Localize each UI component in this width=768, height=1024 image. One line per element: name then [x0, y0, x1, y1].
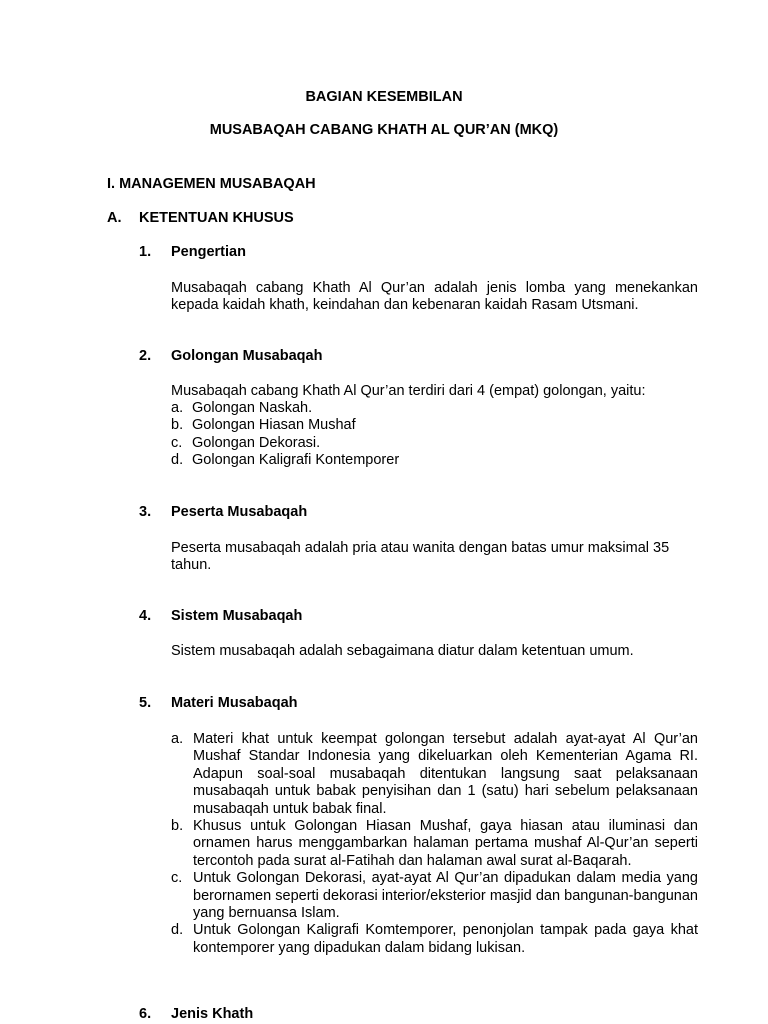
list-text: Golongan Naskah.: [192, 400, 313, 416]
list-item: [171, 452, 698, 469]
list-marker: c.: [171, 434, 183, 451]
section-1-number: 1.: [139, 244, 152, 260]
list-item: [171, 417, 698, 434]
list-marker: c.: [171, 870, 183, 887]
section-i-heading: I. MANAGEMEN MUSABAQAH: [107, 176, 316, 192]
list-item: [171, 731, 698, 818]
section-2-intro: Musabaqah cabang Khath Al Qur’an terdiri dari 4 (empat) golongan, yaitu:: [171, 383, 646, 399]
section-4-number: 4.: [139, 608, 152, 624]
list-item: [171, 435, 698, 452]
section-a-marker: A.: [107, 210, 122, 226]
document-title: BAGIAN KESEMBILAN: [305, 89, 463, 105]
section-4-text: Sistem musabaqah adalah sebagaimana diatur dalam ketentuan umum.: [171, 643, 634, 659]
list-text: Golongan Kaligrafi Kontemporer: [192, 452, 400, 469]
section-5-number: 5.: [139, 695, 152, 711]
list-item: [171, 818, 698, 870]
list-text: Golongan Hiasan Mushaf: [192, 417, 356, 434]
section-a-heading: KETENTUAN KHUSUS: [139, 210, 294, 226]
list-marker: b.: [171, 417, 184, 434]
list-marker: d.: [171, 452, 184, 469]
section-2-list: [171, 400, 698, 470]
list-text: Materi khat untuk keempat golongan tersebut adalah ayat-ayat Al Qur’an Mushaf Standar Indonesia yang dikeluarkan oleh Kementerian Agama RI. Adapun soal-soal musabaqah ditentukan langsung saat pelaksanaan musabaqah untuk babak penyisihan dan 1 (satu) hari sebelum pelaksanaan musabaqah untuk babak final.: [193, 731, 698, 817]
list-marker: a.: [171, 400, 184, 416]
section-3-heading: Peserta Musabaqah: [171, 504, 308, 520]
section-5-list: [171, 731, 698, 957]
list-text: Golongan Dekorasi.: [192, 434, 321, 451]
list-item: [171, 870, 698, 922]
section-6-heading: Jenis Khath: [171, 1006, 254, 1022]
section-3-text: Peserta musabaqah adalah pria atau wanita dengan batas umur maksimal 35 tahun.: [171, 540, 670, 573]
section-2-number: 2.: [139, 348, 152, 364]
section-3-number: 3.: [139, 504, 152, 520]
section-4-heading: Sistem Musabaqah: [171, 608, 303, 624]
list-marker: b.: [171, 818, 184, 835]
section-5-heading: Materi Musabaqah: [171, 695, 298, 711]
list-text: Untuk Golongan Kaligrafi Komtemporer, penonjolan tampak pada gaya khat kontemporer yang dipadukan dalam bidang lukisan.: [193, 922, 698, 956]
document-subtitle: MUSABAQAH CABANG KHATH AL QUR’AN (MKQ): [209, 122, 559, 138]
list-marker: d.: [171, 922, 184, 939]
section-2-heading: Golongan Musabaqah: [171, 348, 323, 364]
section-6-number: 6.: [139, 1006, 152, 1022]
section-1-text: Musabaqah cabang Khath Al Qur’an adalah jenis lomba yang menekankan kepada kaidah khath, keindahan dan kebenaran kaidah Rasam Utsmani.: [171, 280, 698, 313]
list-text: Untuk Golongan Dekorasi, ayat-ayat Al Qur’an dipadukan dalam media yang berornamen seperti dekorasi interior/eksterior masjid dan bangunan-bangunan yang bernuansa Islam.: [193, 870, 698, 922]
list-item: [171, 922, 698, 957]
list-item: [171, 400, 698, 417]
list-text: Khusus untuk Golongan Hiasan Mushaf, gaya hiasan atau iluminasi dan ornamen harus menggambarkan halaman pertama mushaf Al-Qur’an seperti tercontoh pada surat al-Fatihah dan halaman awal surat al-Baqarah.: [193, 818, 698, 869]
list-marker: a.: [171, 731, 184, 747]
section-1-heading: Pengertian: [171, 244, 246, 260]
